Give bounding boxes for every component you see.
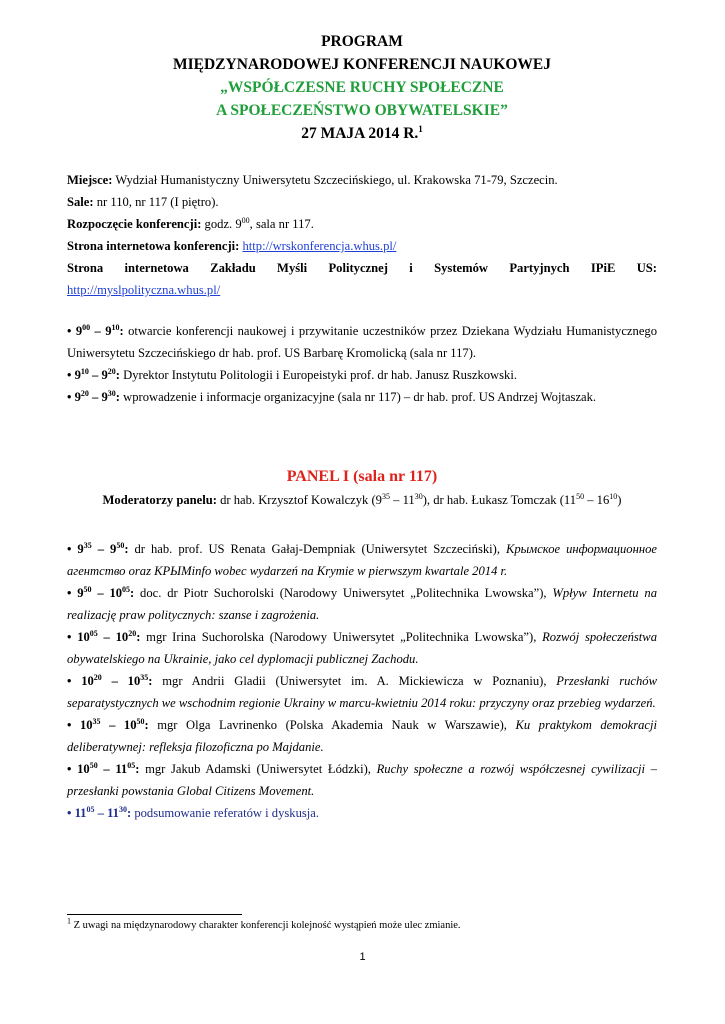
header-date <box>67 122 657 145</box>
talk-title: Ruchy społeczne a rozwój współczesnej cywilizacji – przesłanki powstania Global Citizens Movement. <box>67 762 657 798</box>
header-title-line2: A SPOŁECZEŃSTWO OBYWATELSKIE” <box>216 102 508 119</box>
info-dept-url-line <box>67 279 657 301</box>
program-time: • $9^{00} - 9^{10}$: <box>67 322 124 338</box>
page-number: 1 <box>359 951 366 963</box>
info-place <box>67 169 657 191</box>
talk-time: • $9^{50} - 10^{05}$: <box>67 584 135 600</box>
talk-time: • $9^{35} - 9^{50}$: <box>67 540 129 556</box>
info-place-value: Wydział Humanistyczny Uniwersytetu Szczecińskiego, ul. Krakowska 71-79, Szczecin. <box>112 173 558 187</box>
program-item <box>67 386 657 408</box>
program-item <box>67 320 657 364</box>
info-rooms-label: Sale: <box>67 195 94 209</box>
talk-speaker: mgr Andrii Gladii (Uniwersytet im. A. Mickiewicza w Poznaniu), <box>152 674 557 688</box>
talk-item <box>67 582 657 626</box>
footnote-text: Z uwagi na międzynarodowy charakter konferencji kolejność wystąpień może ulec zmianie. <box>71 920 461 931</box>
talk-title: Ku praktykom demokracji deliberatywnej: refleksja filozoficzna po Majdanie. <box>67 718 658 754</box>
talk-speaker: mgr Jakub Adamski (Uniwersytet Łódzki), <box>139 762 377 776</box>
info-start-minutes: 00 <box>241 215 250 225</box>
summary-item <box>67 802 657 824</box>
info-start-room: , sala nr 117. <box>249 217 314 231</box>
talk-speaker: dr hab. prof. US Renata Gałaj-Dempniak (Uniwersytet Szczeciński), <box>128 542 506 556</box>
talk-item <box>67 758 657 802</box>
talk-item <box>67 670 657 714</box>
footnote-mark: 1 <box>67 916 71 926</box>
moderators-label: Moderatorzy panelu: <box>102 493 217 507</box>
header-title-line1: „WSPÓŁCZESNE RUCHY SPOŁECZNE <box>220 79 504 96</box>
program-text: wprowadzenie i informacje organizacyjne (sala nr 117) – dr hab. prof. US Andrzej Wojtaszak. <box>119 390 597 404</box>
talk-title: Przesłanki ruchów separatystycznych we wschodnim regionie Ukrainy w marcu-kwietniu 2014 roku: przyczyny oraz przebieg wydarzeń. <box>67 674 657 710</box>
talk-item <box>67 626 657 670</box>
info-rooms-value: nr 110, nr 117 (I piętro). <box>93 195 219 209</box>
talk-title: Крымское информационное агентство oraz КРЫМinfo wobec wydarzeń na Krymie w pierwszym kwartale 2014 r. <box>67 542 657 578</box>
conference-website-link[interactable]: http://wrskonferencja.whus.pl/ <box>242 239 397 253</box>
footnote <box>67 916 461 931</box>
info-start-label: Rozpoczęcie konferencji: <box>67 217 202 231</box>
header-program: PROGRAM <box>321 33 403 50</box>
program-item <box>67 364 657 386</box>
header-date-text: 27 MAJA 2014 R. <box>301 125 419 142</box>
talk-speaker: doc. dr Piotr Suchorolski (Narodowy Uniwersytet „Politechnika Lwowska”), <box>134 586 553 600</box>
program-text: Dyrektor Instytutu Politologii i Europeistyki prof. dr hab. Janusz Ruszkowski. <box>119 368 517 382</box>
panel-program <box>67 538 657 824</box>
summary-time: • $11^{05} - 11^{30}$: <box>67 804 132 820</box>
talk-speaker: mgr Olga Lavrinenko (Polska Akademia Nauk w Warszawie), <box>148 718 516 732</box>
talk-title: Wpływ Internetu na realizację praw politycznych: szanse i zagrożenia. <box>67 586 657 622</box>
panel-moderators: Moderatorzy panelu: dr hab. Krzysztof Kowalczyk $(9^{35} - 11^{30})$, dr hab. Łukasz Tomczak $(11^{50} - 16^{10})$ <box>102 491 622 507</box>
program-time: • $9^{20} - 9^{30}$: <box>67 388 120 404</box>
info-website <box>67 235 657 257</box>
program-time: • $9^{10} - 9^{20}$: <box>67 366 120 382</box>
opening-program <box>67 320 657 408</box>
info-start-time: godz. 9 <box>201 217 242 231</box>
info-place-label: Miejsce: <box>67 173 113 187</box>
document-page <box>67 30 657 824</box>
header-conference: MIĘDZYNARODOWEJ KONFERENCJI NAUKOWEJ <box>172 56 552 73</box>
summary-text: podsumowanie referatów i dyskusja. <box>131 806 319 820</box>
program-text: otwarcie konferencji naukowej i przywitanie uczestników przez Dziekana Wydziału Humanistycznego Uniwersytetu Szczecińskiego dr hab. prof. US Barbarę Kromolicką (sala nr 117). <box>67 324 657 360</box>
conference-info <box>67 169 657 301</box>
talk-title: Rozwój społeczeństwa obywatelskiego na Ukrainie, jako cel dyplomacji publicznej Zachodu. <box>67 630 658 666</box>
talk-time: • $10^{35} - 10^{50}$: <box>67 716 149 732</box>
info-rooms <box>67 191 657 213</box>
panel-title: PANEL I (sala nr 117) <box>286 468 438 485</box>
header-footnote-mark: 1 <box>418 123 423 134</box>
talk-time: • $10^{05} - 10^{20}$: <box>67 628 141 644</box>
talk-speaker: mgr Irina Suchorolska (Narodowy Uniwersytet „Politechnika Lwowska”), <box>140 630 543 644</box>
talk-time: • $10^{20} - 10^{35}$: <box>67 672 153 688</box>
info-dept-label: Strona internetowa Zakładu Myśli Politycznej i Systemów Partyjnych IPiE US: <box>67 261 657 275</box>
info-dept-label-line <box>67 257 657 279</box>
talk-item <box>67 538 657 582</box>
info-website-label: Strona internetowa konferencji: <box>67 239 240 253</box>
document-header <box>67 30 657 145</box>
footnote-separator <box>67 914 242 915</box>
talk-time: • $10^{50} - 11^{05}$: <box>67 760 140 776</box>
info-start <box>67 213 657 235</box>
department-website-link[interactable]: http://myslpolityczna.whus.pl/ <box>67 283 221 297</box>
talk-item <box>67 714 657 758</box>
